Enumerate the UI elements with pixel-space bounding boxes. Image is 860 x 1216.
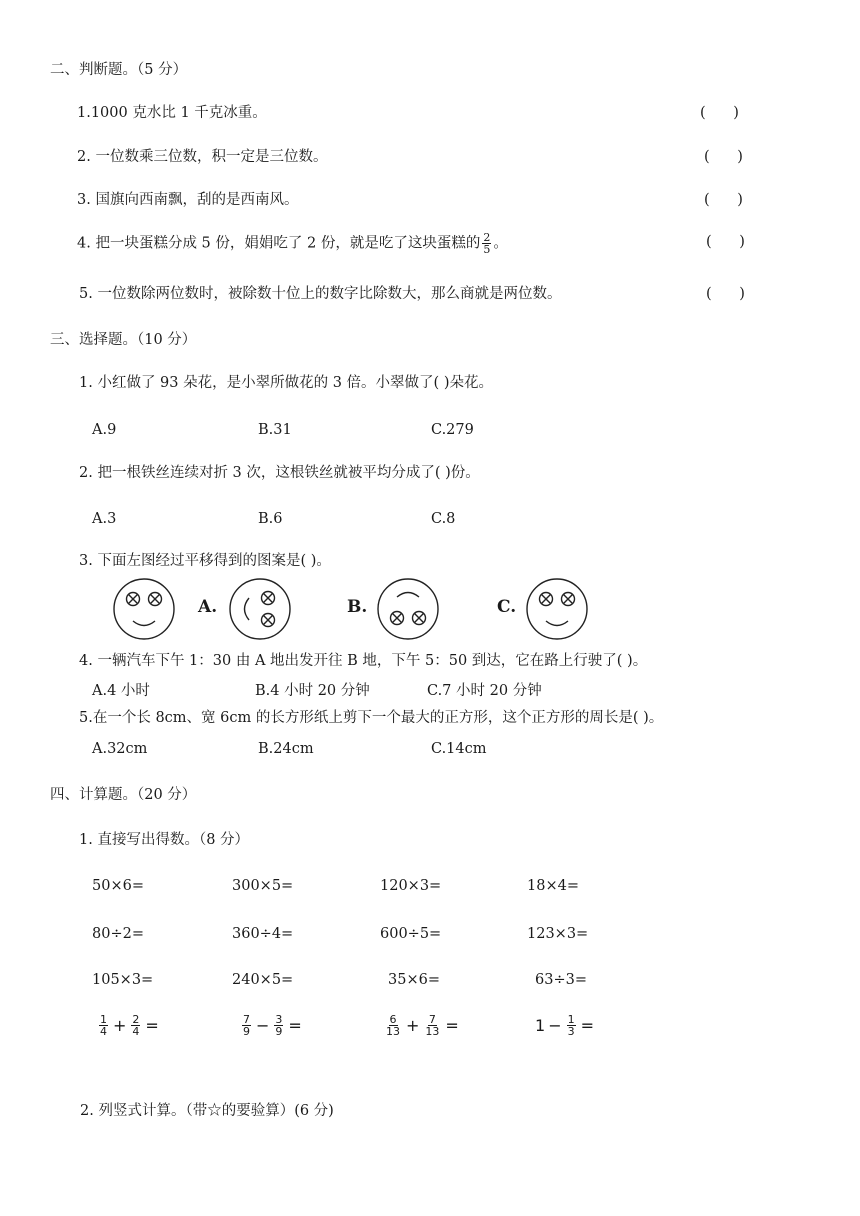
calc-item: 18×4= [527, 878, 579, 894]
fraction-calc-3: $\frac{6}{13}$ + $\frac{7}{13}$ = [386, 1012, 459, 1038]
calc-item: 35×6= [388, 972, 440, 988]
choice-1-option-c[interactable]: C.279 [431, 422, 474, 438]
choice-4-option-c[interactable]: C.7 小时 20 分钟 [427, 683, 542, 699]
calc-item: 50×6= [92, 878, 144, 894]
answer-blank-judge-2[interactable]: ( ) [704, 149, 743, 165]
section-3-heading: 三、选择题。（10 分） [50, 332, 197, 348]
calc-item: 120×3= [380, 878, 442, 894]
choice-question-5: 5.在一个长 8cm、宽 6cm 的长方形纸上剪下一个最大的正方形，这个正方形的周长是( )。 [79, 710, 664, 726]
figure-label-b: B. [347, 597, 368, 617]
judge-question-2: 2. 一位数乘三位数，积一定是三位数。 [77, 149, 328, 165]
section-4-heading: 四、计算题。（20 分） [50, 787, 197, 803]
calc-item: 360÷4= [232, 926, 294, 942]
choice-2-option-b[interactable]: B.6 [258, 511, 283, 527]
choice-4-option-a[interactable]: A.4 小时 [92, 683, 150, 699]
answer-blank-judge-1[interactable]: ( ) [700, 105, 739, 121]
judge-question-3: 3. 国旗向西南飘，刮的是西南风。 [77, 192, 299, 208]
calc-item: 105×3= [92, 972, 154, 988]
option-c-face-figure[interactable] [525, 577, 589, 641]
choice-1-option-a[interactable]: A.9 [92, 422, 117, 438]
choice-5-option-b[interactable]: B.24cm [258, 741, 314, 757]
calc-subquestion-1: 1. 直接写出得数。（8 分） [79, 832, 250, 848]
choice-question-2: 2. 把一根铁丝连续对折 3 次，这根铁丝就被平均分成了( )份。 [79, 465, 480, 481]
fraction-calc-2: $\frac{7}{9}$ − $\frac{3}{9}$ = [243, 1012, 302, 1038]
fraction-two-fifths: $\frac{2}{5}$ [483, 231, 491, 256]
judge-question-4-text: 4. 把一块蛋糕分成 5 份，娟娟吃了 2 份，就是吃了这块蛋糕的 [77, 235, 481, 252]
fraction-calc-1: $\frac{1}{4}$ + $\frac{2}{4}$ = [100, 1012, 159, 1038]
choice-2-option-c[interactable]: C.8 [431, 511, 456, 527]
figure-label-c: C. [497, 597, 517, 617]
choice-4-option-b[interactable]: B.4 小时 20 分钟 [255, 683, 370, 699]
choice-question-3: 3. 下面左图经过平移得到的图案是( )。 [79, 553, 331, 569]
choice-2-option-a[interactable]: A.3 [92, 511, 117, 527]
choice-question-1: 1. 小红做了 93 朵花，是小翠所做花的 3 倍。小翠做了( )朵花。 [79, 375, 493, 391]
judge-question-5: 5. 一位数除两位数时，被除数十位上的数字比除数大，那么商就是两位数。 [79, 286, 562, 302]
option-a-face-figure[interactable] [228, 577, 292, 641]
answer-blank-judge-5[interactable]: ( ) [706, 286, 745, 302]
choice-question-4: 4. 一辆汽车下午 1：30 由 A 地出发开往 B 地，下午 5：50 到达，它在路上行驶了( )。 [79, 653, 648, 669]
figure-label-a: A. [198, 597, 218, 617]
calc-item: 600÷5= [380, 926, 442, 942]
calc-item: 300×5= [232, 878, 294, 894]
calc-subquestion-2: 2. 列竖式计算。（带☆的要验算）(6 分) [80, 1103, 334, 1119]
option-b-face-figure[interactable] [376, 577, 440, 641]
calc-item: 123×3= [527, 926, 589, 942]
calc-item: 63÷3= [535, 972, 587, 988]
choice-5-option-c[interactable]: C.14cm [431, 741, 487, 757]
choice-1-option-b[interactable]: B.31 [258, 422, 292, 438]
judge-question-4: 4. 把一块蛋糕分成 5 份，娟娟吃了 2 份，就是吃了这块蛋糕的 $\frac{2}{5}$ 。 [77, 231, 508, 256]
answer-blank-judge-3[interactable]: ( ) [704, 192, 743, 208]
answer-blank-judge-4[interactable]: ( ) [706, 234, 745, 250]
calc-item: 80÷2= [92, 926, 144, 942]
choice-5-option-a[interactable]: A.32cm [92, 741, 148, 757]
calc-item: 240×5= [232, 972, 294, 988]
section-2-heading: 二、判断题。（5 分） [50, 62, 188, 78]
judge-question-1: 1.1000 克水比 1 千克冰重。 [77, 105, 267, 121]
fraction-calc-4: 1 − $\frac{1}{3}$ = [535, 1012, 594, 1038]
original-face-figure [112, 577, 176, 641]
